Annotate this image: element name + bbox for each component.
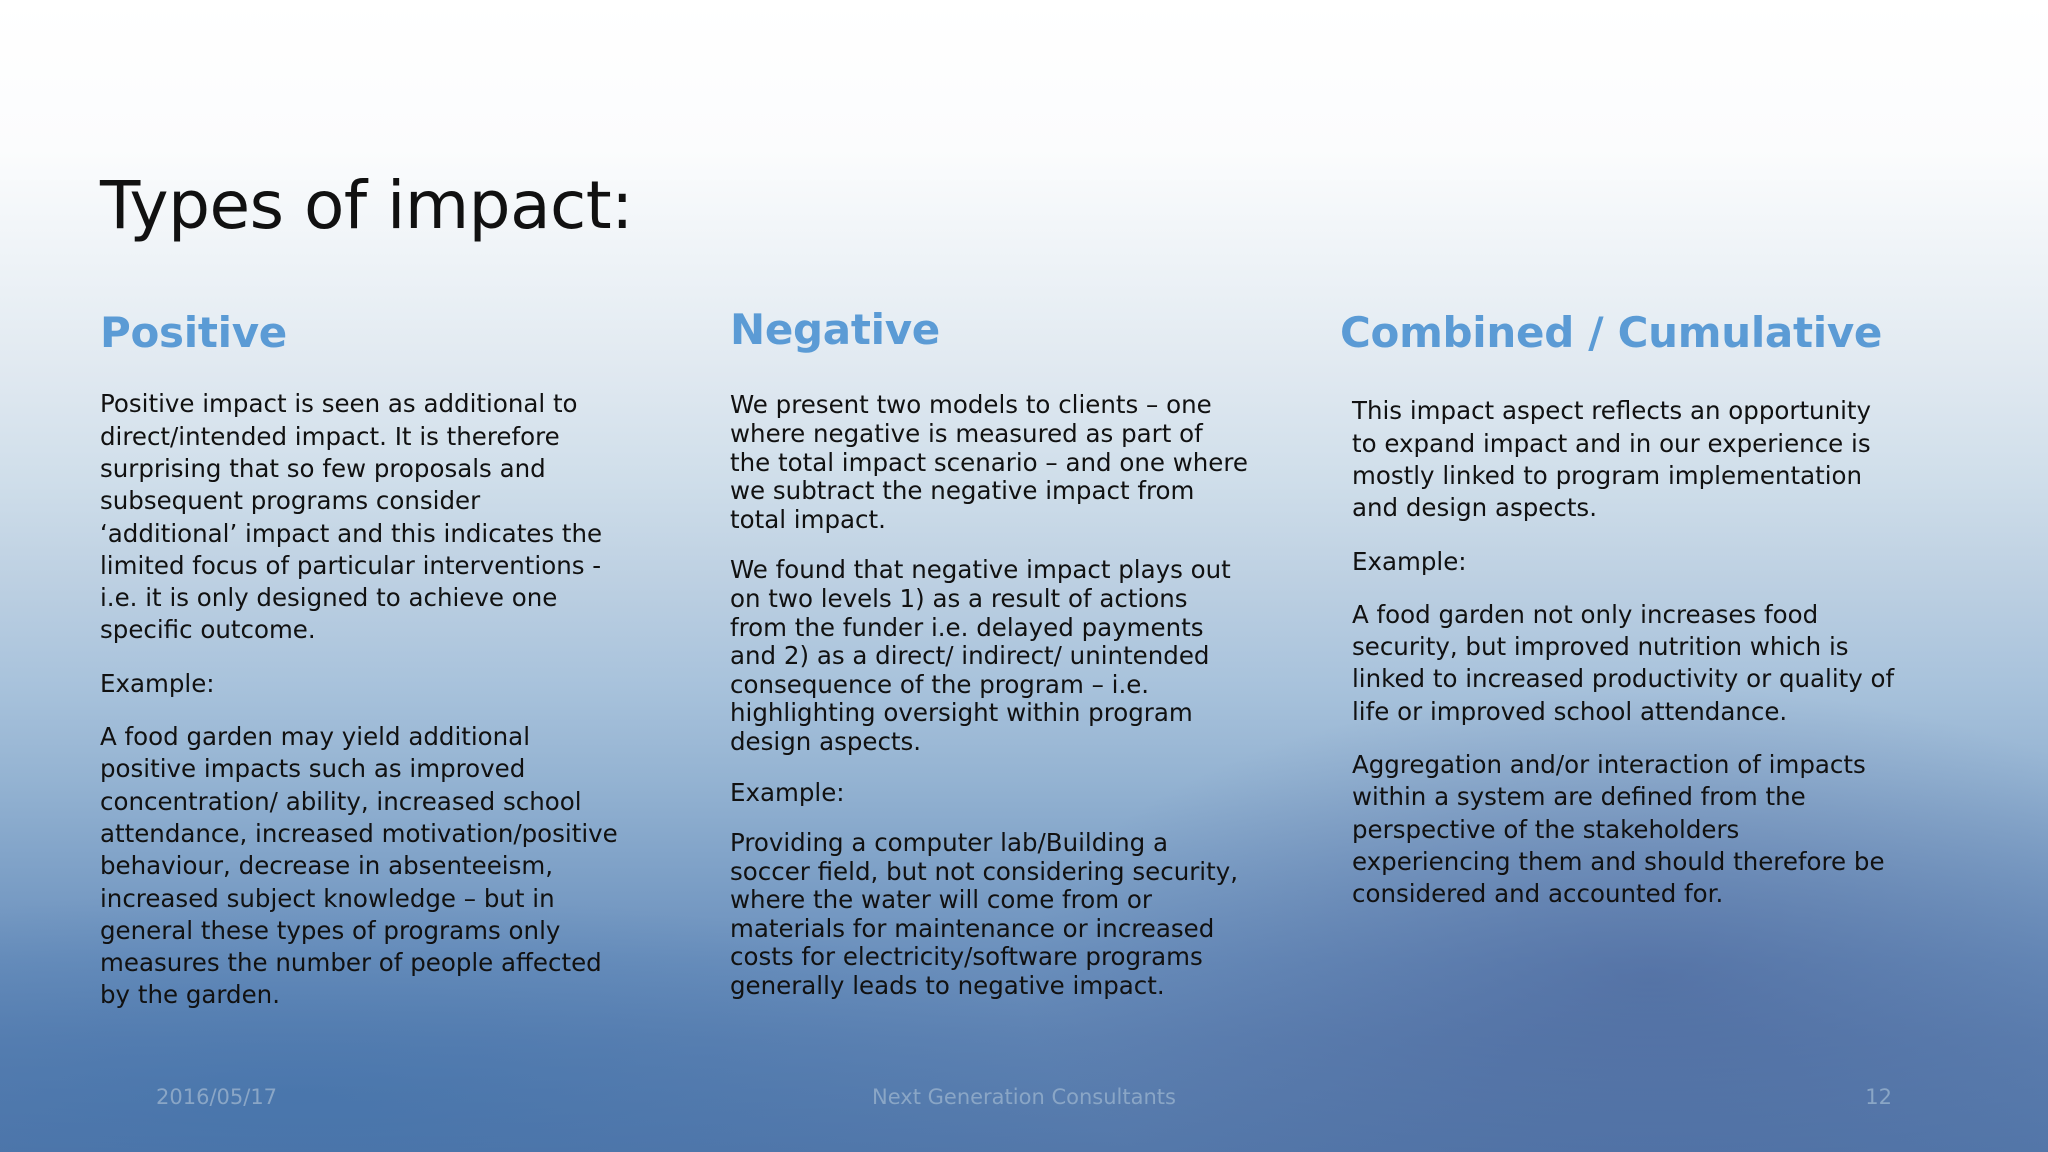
negative-column	[730, 305, 1250, 1023]
negative-paragraph-levels: We found that negative impact plays out on two levels 1) as a result of actions from the funder i.e. delayed payments and 2) as a direct/ indirect/ unintended consequence of the program – i.e. highlighting oversight within program design aspects.	[730, 555, 1231, 756]
combined-paragraph-example: A food garden not only increases food security, but improved nutrition which is linked to increased productivity or quality of life or improved school attendance.	[1352, 599, 1895, 726]
combined-heading: Combined / Cumulative	[1340, 308, 1883, 357]
footer-page-number: 12	[1865, 1085, 1892, 1109]
negative-paragraph-example: Providing a computer lab/Building a soccer field, but not considering security, where the water will come from or materials for maintenance or increased costs for electricity/software programs generally leads to negative impact.	[730, 828, 1238, 1001]
positive-paragraph-example-label: Example:	[100, 668, 215, 698]
positive-paragraph-definition: Positive impact is seen as additional to direct/intended impact. It is therefore surprising that so few proposals and subsequent programs consider ‘additional’ impact and this indicates the limited focus of particular interventions - i.e. it is only designed to achieve one specific outcome.	[100, 389, 603, 645]
slide-title: Types of impact:	[100, 167, 633, 244]
combined-paragraph-definition: This impact aspect reflects an opportunity to expand impact and in our experience is mostly linked to program implementation and design aspects.	[1352, 396, 1872, 523]
positive-paragraph-example: A food garden may yield additional positive impacts such as improved concentration/ ability, increased school attendance, increased motivation/positive behaviour, decrease in absenteeism, increased subject knowledge – but in general these types of programs only measures the number of people affected by the garden.	[100, 722, 618, 1010]
positive-column	[100, 308, 620, 1033]
footer-date: 2016/05/17	[156, 1085, 278, 1109]
positive-heading: Positive	[100, 308, 287, 357]
combined-paragraph-aggregation: Aggregation and/or interaction of impacts within a system are defined from the perspective of the stakeholders experiencing them and should therefore be considered and accounted for.	[1352, 750, 1885, 909]
positive-body	[100, 388, 620, 1011]
negative-heading: Negative	[730, 305, 940, 354]
combined-paragraph-example-label: Example:	[1352, 546, 1467, 576]
negative-paragraph-example-label: Example:	[730, 777, 845, 807]
combined-column	[1340, 308, 1900, 932]
footer-company: Next Generation Consultants	[872, 1085, 1176, 1109]
negative-paragraph-models: We present two models to clients – one where negative is measured as part of the total impact scenario – and one where we subtract the negative impact from total impact.	[730, 390, 1248, 534]
combined-body	[1352, 395, 1900, 910]
negative-body	[730, 391, 1250, 1000]
